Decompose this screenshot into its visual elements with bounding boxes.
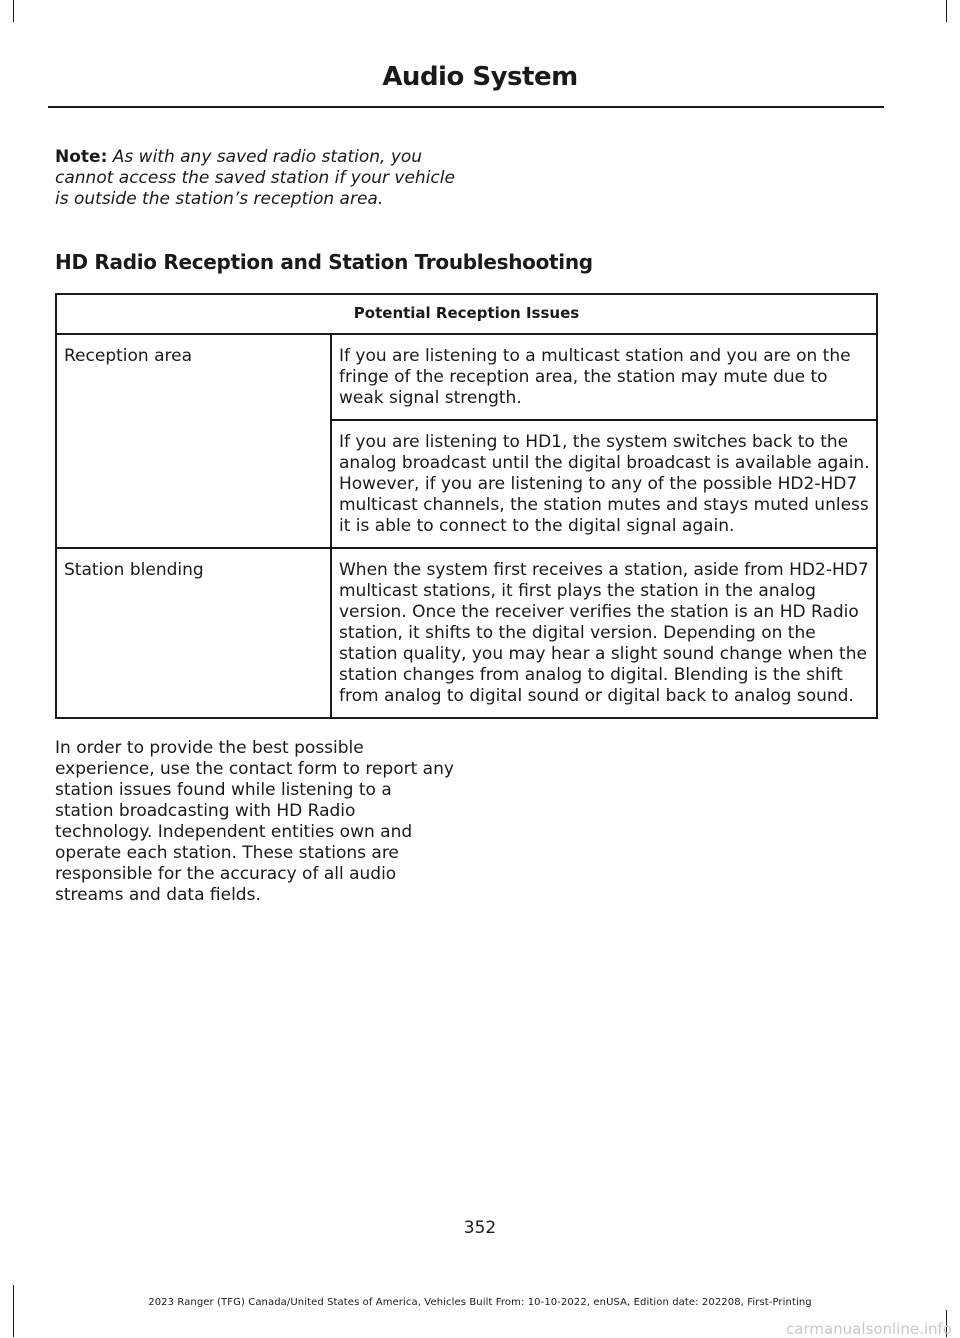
crop-mark-bottom-left (13, 1285, 14, 1337)
reception-issues-table (55, 293, 878, 719)
note-label: Note: (55, 147, 108, 167)
table-caption: Potential Reception Issues (56, 294, 877, 334)
issue-label-cell: Reception area (56, 334, 331, 548)
table-header-row (56, 294, 877, 334)
section-heading: HD Radio Reception and Station Troubleshooting (55, 250, 593, 274)
crop-mark-top-right (946, 0, 947, 22)
table-row (56, 548, 877, 718)
page-number: 352 (463, 1218, 497, 1238)
table-row (56, 334, 877, 420)
body-paragraph: In order to provide the best possible experience, use the contact form to report any station issues found while listening to a station broadcasting with HD Radio technology. Independent entities own and operate each station. These stations are responsible for the accuracy of all audio streams and data fields. (55, 738, 454, 905)
page-title: Audio System (382, 62, 578, 92)
issue-label-cell: Station blending (56, 548, 331, 718)
watermark: carmanualsonline.info (786, 1320, 952, 1338)
issue-description-cell: If you are listening to HD1, the system switches back to the analog broadcast until the digital broadcast is available again. However, if you are listening to any of the possible HD2-HD7 multicast channels, the station mutes and stays muted unless it is able to connect to the digital signal again. (331, 420, 877, 548)
header-divider (48, 106, 884, 108)
issue-description-cell: If you are listening to a multicast station and you are on the fringe of the reception area, the station may mute due to weak signal strength. (331, 334, 877, 420)
crop-mark-top-left (13, 0, 14, 22)
footer-edition-text: 2023 Ranger (TFG) Canada/United States of America, Vehicles Built From: 10-10-2022, enUSA, Edition date: 202208, First-Printing (148, 1297, 812, 1308)
note-text: As with any saved radio station, you cannot access the saved station if your vehicle is outside the station’s reception area. (55, 147, 455, 209)
note-block (55, 147, 455, 210)
issue-description-cell: When the system first receives a station, aside from HD2-HD7 multicast stations, it first plays the station in the analog version. Once the receiver verifies the station is an HD Radio station, it shifts to the digital version. Depending on the station quality, you may hear a slight sound change when the station changes from analog to digital. Blending is the shift from analog to digital sound or digital back to analog sound. (331, 548, 877, 718)
